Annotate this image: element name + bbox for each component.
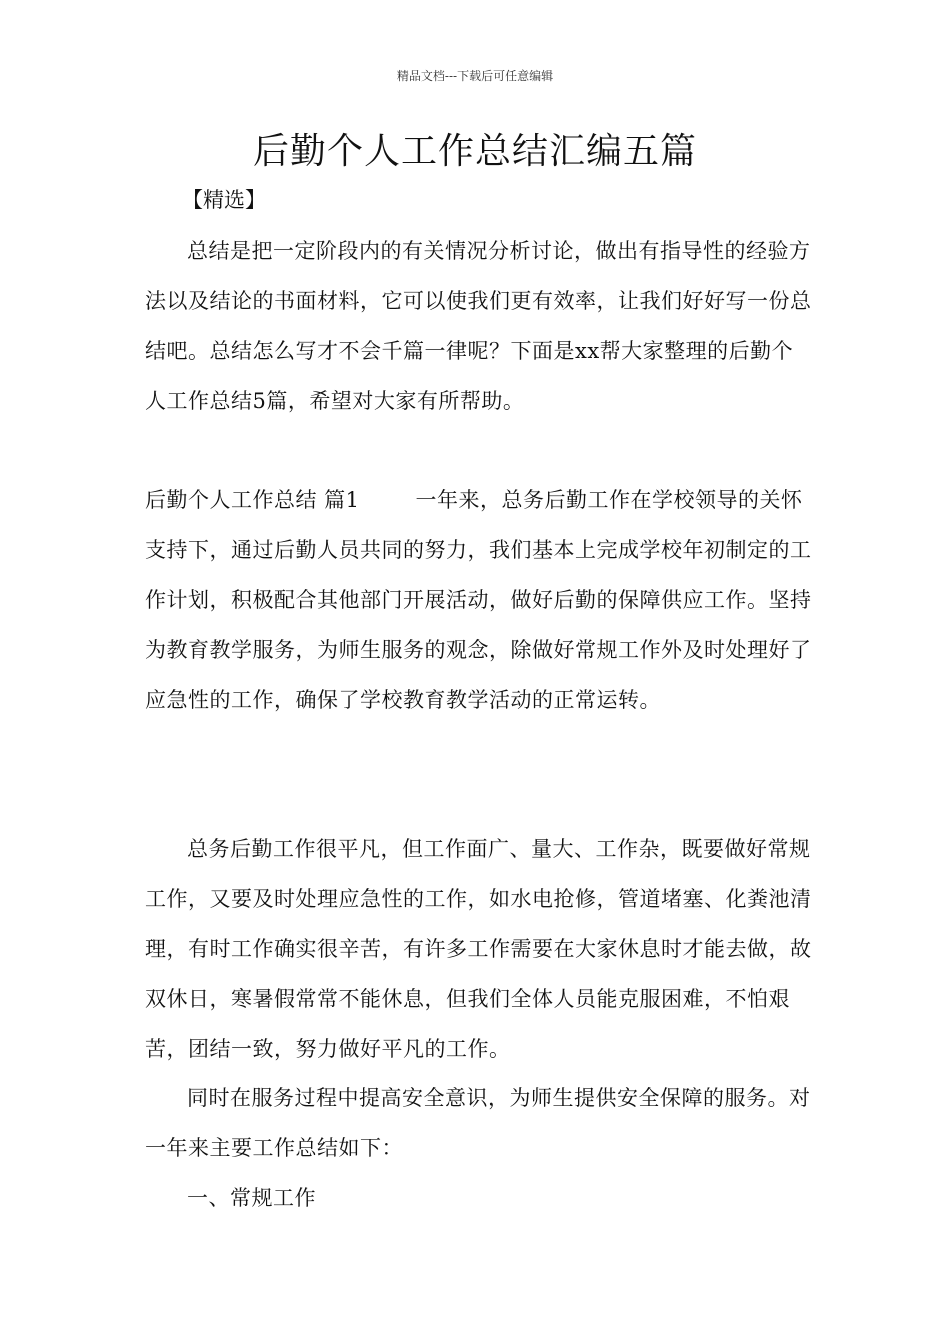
intro-paragraph-block: [145, 226, 813, 426]
section1-block: [145, 475, 813, 725]
section1-heading: 后勤个人工作总结 篇1: [145, 488, 360, 512]
document-title: 后勤个人工作总结汇编五篇: [252, 131, 697, 172]
section1-paragraph: [145, 475, 813, 725]
intro-paragraph: 总结是把一定阶段内的有关情况分析讨论，做出有指导性的经验方法以及结论的书面材料，它可以使我们更有效率，让我们好好写一份总结吧。总结怎么写才不会千篇一律呢？下面是xx帮大家整理的后勤个人工作总结5篇，希望对大家有所帮助。: [145, 239, 812, 413]
paragraph-2-block: [145, 824, 813, 1074]
subheading-block: [145, 1173, 813, 1223]
subheading: 一、常规工作: [187, 1186, 316, 1210]
page-header: 精品文档---下载后可任意编辑: [396, 69, 554, 83]
paragraph-2: 总务后勤工作很平凡，但工作面广、量大、工作杂，既要做好常规工作，又要及时处理应急性的工作，如水电抢修，管道堵塞、化粪池清理，有时工作确实很辛苦，有许多工作需要在大家休息时才能去做，故双休日，寒暑假常常不能休息，但我们全体人员能克服困难，不怕艰苦，团结一致，努力做好平凡的工作。: [145, 837, 812, 1061]
document-tag: 【精选】: [182, 188, 266, 212]
paragraph-3-block: [145, 1073, 813, 1173]
paragraph-3: 同时在服务过程中提高安全意识，为师生提供安全保障的服务。对一年来主要工作总结如下：: [145, 1086, 811, 1160]
section1-text: 一年来，总务后勤工作在学校领导的关怀支持下，通过后勤人员共同的努力，我们基本上完成学校年初制定的工作计划，积极配合其他部门开展活动，做好后勤的保障供应工作。坚持为教育教学服务，为师生服务的观念，除做好常规工作外及时处理好了应急性的工作，确保了学校教育教学活动的正常运转。: [145, 488, 812, 712]
